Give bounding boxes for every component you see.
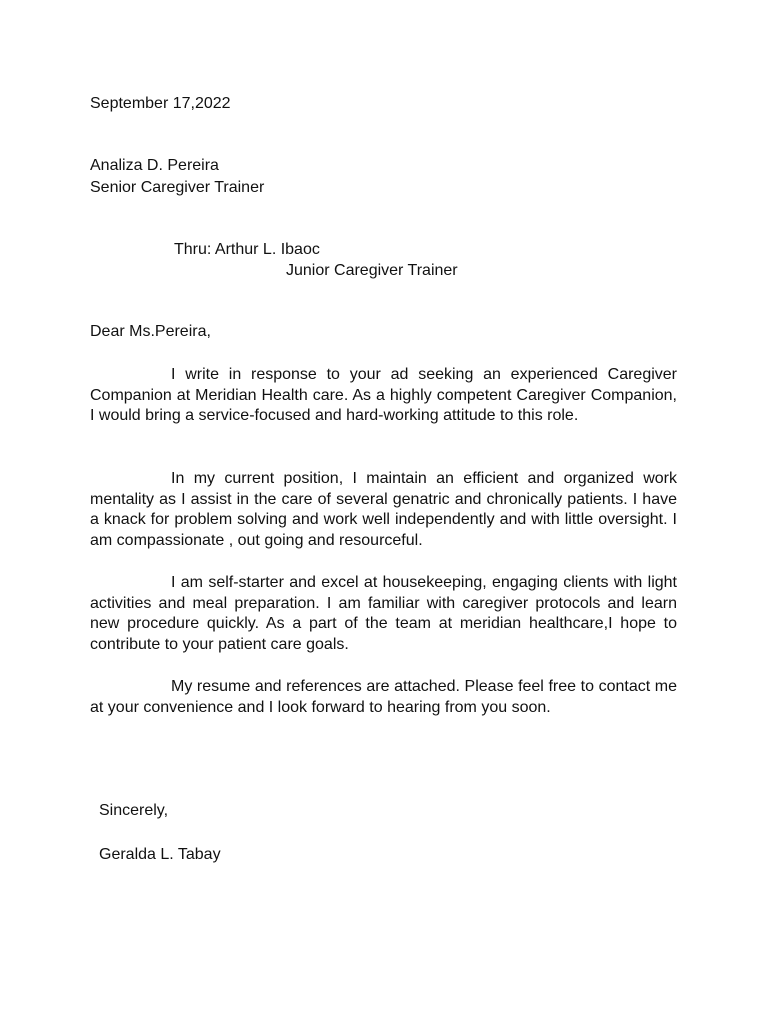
body-paragraph: My resume and references are attached. Please feel free to contact me at your convenience and I look forward to hearing from you soon. xyxy=(90,678,677,716)
body-paragraph: I write in response to your ad seeking an experienced Caregiver Companion at Meridian Health care. As a highly competent Caregiver Companion, I would bring a service-focused and hard-working attitude to this role. xyxy=(90,366,677,425)
recipient-title: Senior Caregiver Trainer xyxy=(90,179,265,196)
recipient-name: Analiza D. Pereira xyxy=(90,157,219,174)
letter-date: September 17,2022 xyxy=(90,95,231,112)
body-paragraph: I am self-starter and excel at housekeeping, engaging clients with light activities and meal preparation. I am familiar with caregiver protocols and learn new procedure quickly. As a part of the team at meridian healthcare,I hope to contribute to your patient care goals. xyxy=(90,574,677,654)
body-paragraph: In my current position, I maintain an efficient and organized work mentality as I assist in the care of several genatric and chronically patients. I have a knack for problem solving and work well independently and with little oversight. I am compassionate , out going and resourceful. xyxy=(90,470,677,550)
closing: Sincerely, xyxy=(99,802,169,819)
thru-title: Junior Caregiver Trainer xyxy=(286,262,458,279)
salutation: Dear Ms.Pereira, xyxy=(90,323,211,340)
thru-line: Thru: Arthur L. Ibaoc xyxy=(174,241,320,258)
signature-name: Geralda L. Tabay xyxy=(99,846,221,863)
